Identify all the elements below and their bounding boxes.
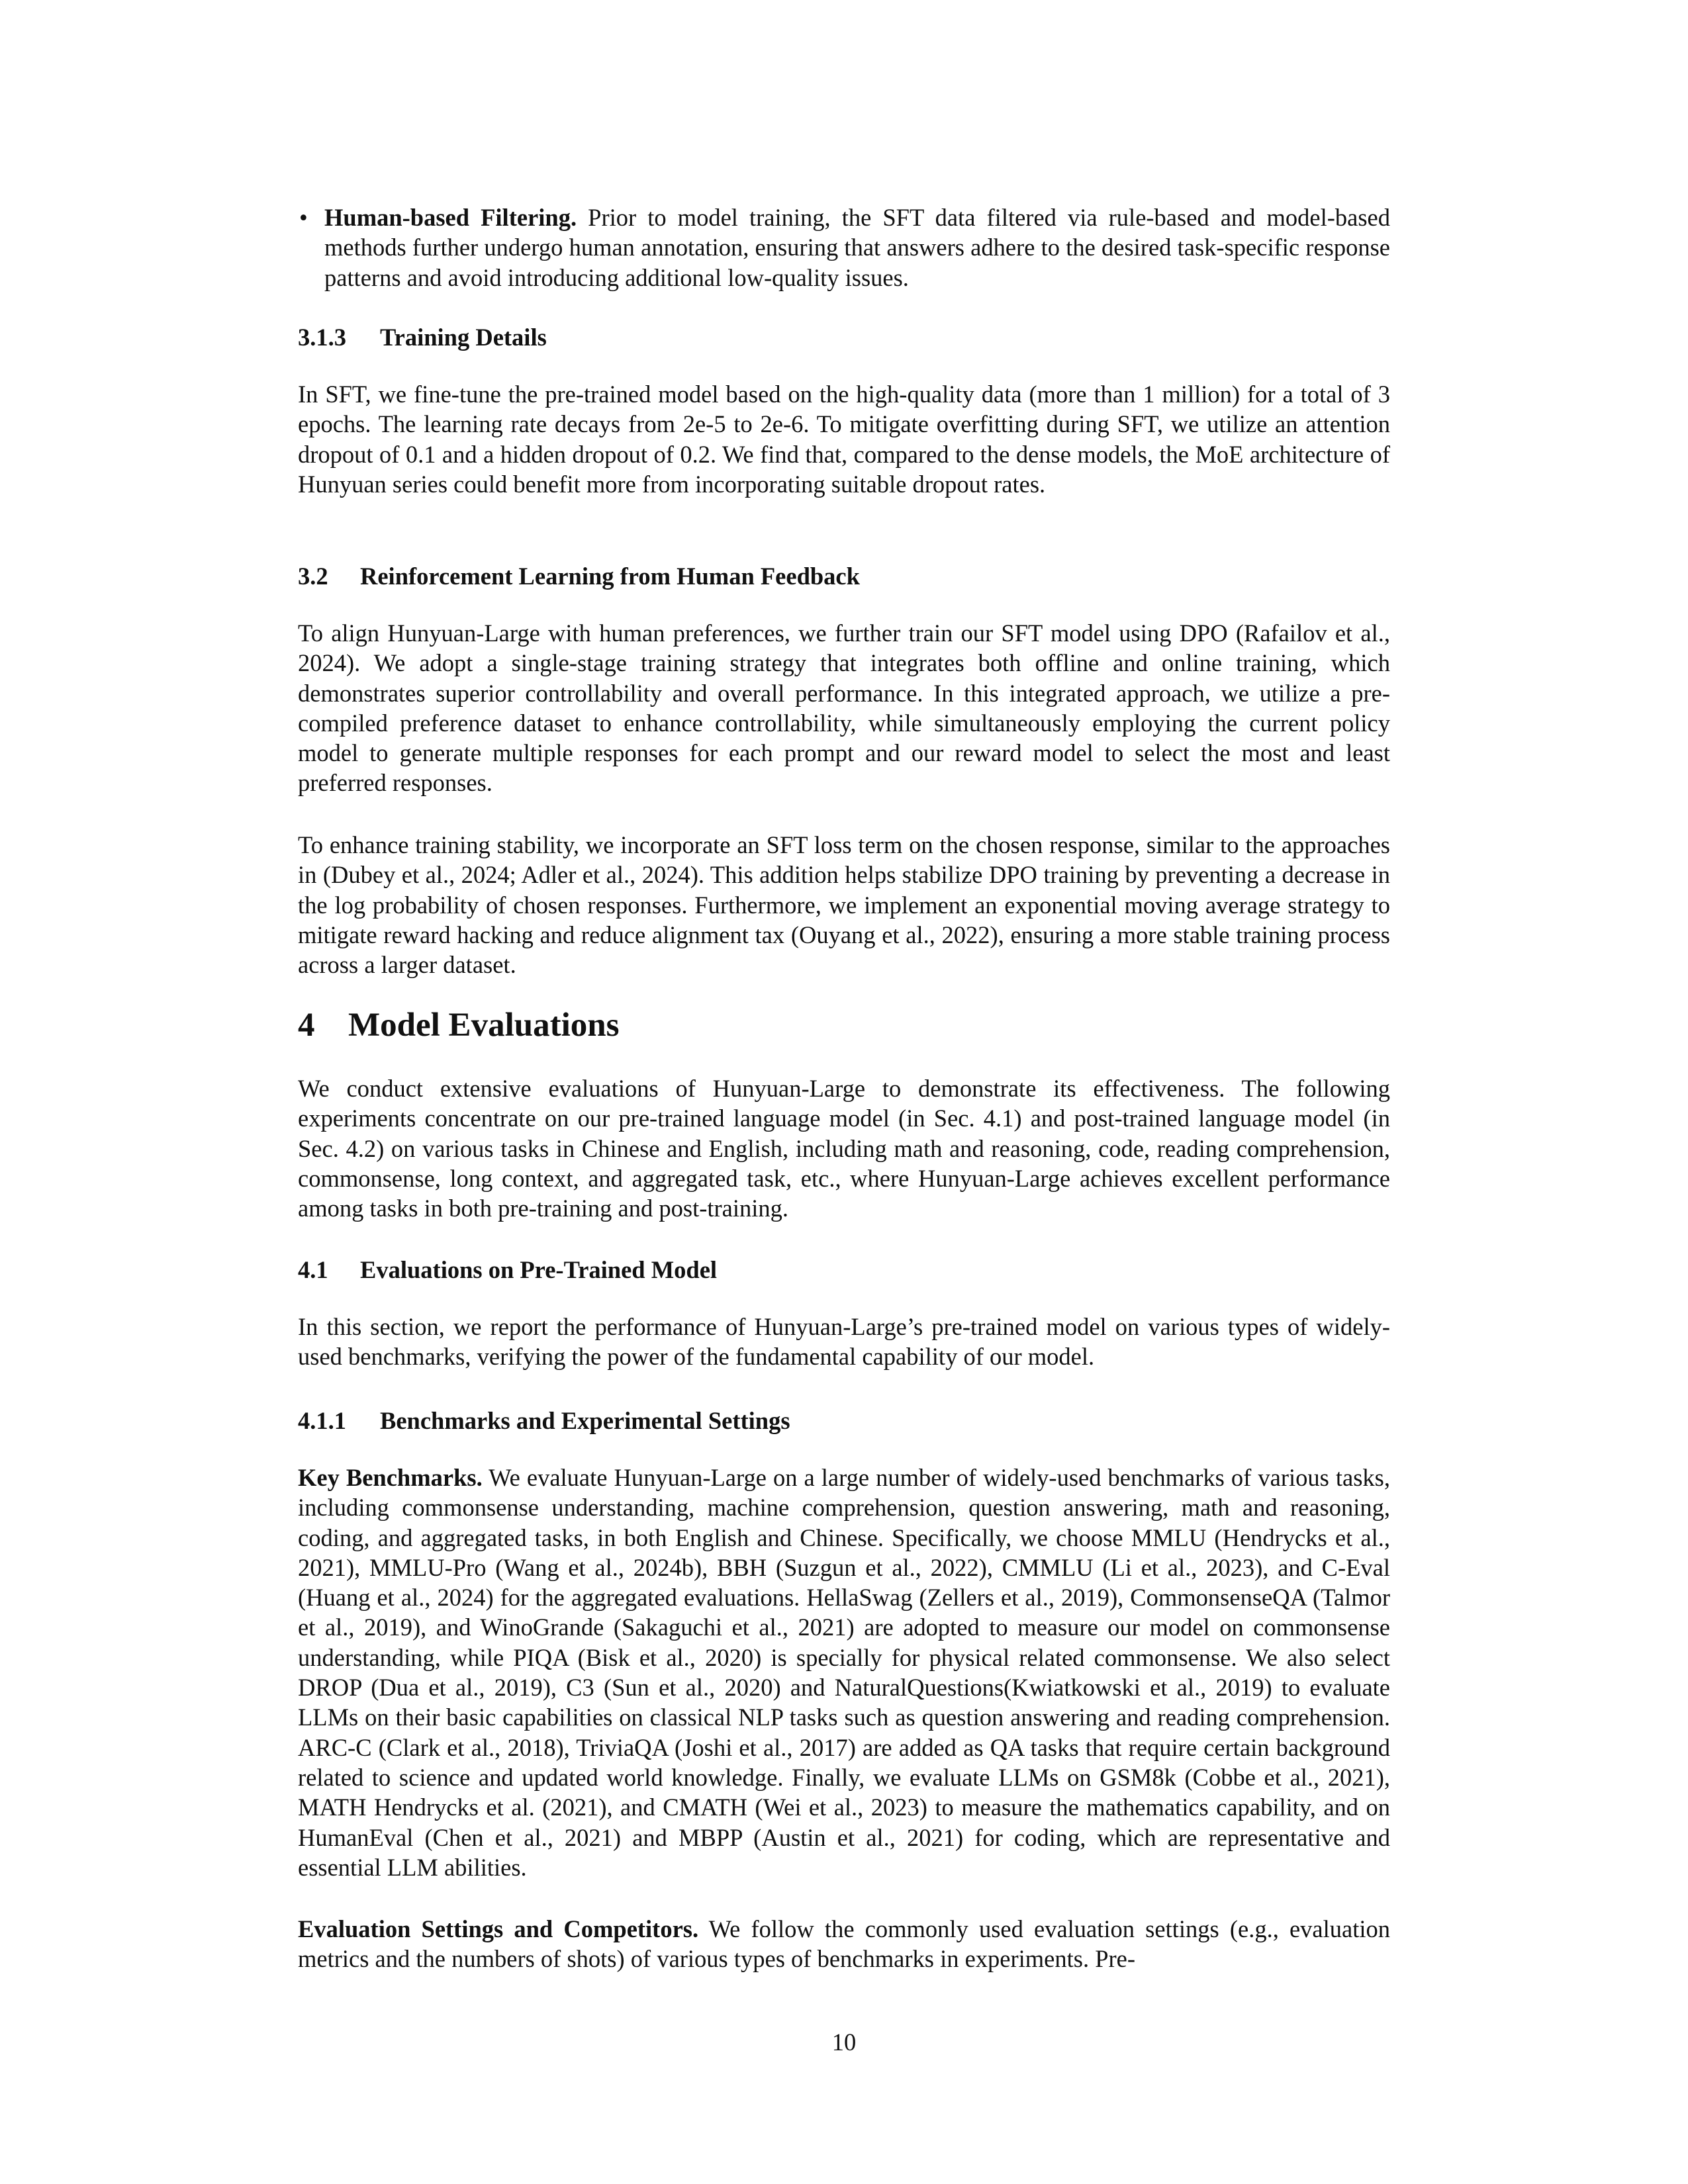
heading-title: Evaluations on Pre-Trained Model [360,1256,718,1283]
bullet-bold-lead: Human-based Filtering. [324,204,577,231]
heading-title: Model Evaluations [348,1007,620,1044]
bullet-human-based-filtering [298,203,1390,293]
paragraph-pretrained-intro: In this section, we report the performance of Hunyuan-Large’s pre-trained model on various types of widely-used benchmarks, verifying the power of the fundamental capability of our model. [298,1313,1390,1371]
heading-title: Training Details [380,324,547,351]
heading-4-1 [298,1255,717,1285]
heading-3-2 [298,561,860,591]
evaluation-settings-text: We follow the commonly used evaluation settings (e.g., evaluation metrics and the numbers of shots) of various types of benchmarks in experiments. Pre- [298,1915,1390,1973]
paragraph-rlhf-2: To enhance training stability, we incorporate an SFT loss term on the chosen response, similar to the approaches in (Dubey et al., 2024; Adler et al., 2024). This addition helps stabilize DPO training by preventing a decrease in the log probability of chosen responses. Furthermore, we implement an exponential moving average strategy to mitigate reward hacking and reduce alignment tax (Ouyang et al., 2022), ensuring a more stable training process across a larger dataset. [298,831,1390,979]
heading-number: 4.1 [298,1256,328,1283]
paragraph-key-benchmarks [298,1463,1390,1882]
heading-section-4 [298,1005,619,1045]
heading-number: 4.1.1 [298,1407,346,1434]
bullet-text: Prior to model training, the SFT data filtered via rule-based and model-based methods further undergo human annotation, ensuring that answers adhere to the desired task-specific response patterns and avoid introducing additional low-quality issues. [324,204,1390,291]
key-benchmarks-lead: Key Benchmarks. [298,1464,483,1491]
heading-number: 3.1.3 [298,324,346,351]
heading-number: 4 [298,1007,315,1044]
page-number: 10 [831,2028,857,2056]
heading-number: 3.2 [298,563,328,590]
paragraph-evaluation-settings [298,1914,1390,1974]
heading-title: Reinforcement Learning from Human Feedback [360,563,860,590]
key-benchmarks-text: We evaluate Hunyuan-Large on a large number of widely-used benchmarks of various tasks, including commonsense understanding, machine comprehension, question answering, math and reasoning, coding, and aggregated tasks, in both English and Chinese. Specifically, we choose MMLU (Hendrycks et al., 2021), MMLU-Pro (Wang et al., 2024b), BBH (Suzgun et al., 2022), CMMLU (Li et al., 2023), and C-Eval (Huang et al., 2024) for the aggregated evaluations. HellaSwag (Zellers et al., 2019), CommonsenseQA (Talmor et al., 2019), and WinoGrande (Sakaguchi et al., 2021) are adopted to measure our model on commonsense understanding, while PIQA (Bisk et al., 2020) is specially for physical related commonsense. We also select DROP (Dua et al., 2019), C3 (Sun et al., 2020) and NaturalQuestions(Kwiatkowski et al., 2019) to evaluate LLMs on their basic capabilities on classical NLP tasks such as question answering and reading comprehension. ARC-C (Clark et al., 2018), TriviaQA (Joshi et al., 2017) are added as QA tasks that require certain background related to science and updated world knowledge. Finally, we evaluate LLMs on GSM8k (Cobbe et al., 2021), MATH Hendrycks et al. (2021), and CMATH (Wei et al., 2023) to measure the mathematics capability, and on HumanEval (Chen et al., 2021) and MBPP (Austin et al., 2021) for coding, which are representative and essential LLM abilities. [298,1464,1390,1881]
paragraph-rlhf-1: To align Hunyuan-Large with human preferences, we further train our SFT model using DPO (Rafailov et al., 2024). We adopt a single-stage training strategy that integrates both offline and online training, which demonstrates superior controllability and overall performance. In this integrated approach, we utilize a pre-compiled preference dataset to enhance controllability, while simultaneously employing the current policy model to generate multiple responses for each prompt and our reward model to select the most and least preferred responses. [298,619,1390,797]
bullet-dot: • [299,204,308,231]
paragraph-model-evaluations: We conduct extensive evaluations of Hunyuan-Large to demonstrate its effectiveness. The following experiments concentrate on our pre-trained language model (in Sec. 4.1) and post-trained language model (in Sec. 4.2) on various tasks in Chinese and English, including math and reasoning, code, reading comprehension, commonsense, long context, and aggregated task, etc., where Hunyuan-Large achieves excellent performance among tasks in both pre-training and post-training. [298,1075,1390,1222]
heading-title: Benchmarks and Experimental Settings [380,1407,790,1434]
evaluation-settings-lead: Evaluation Settings and Competitors. [298,1915,699,1942]
heading-3-1-3 [298,322,547,352]
heading-4-1-1 [298,1406,790,1435]
paragraph-training-details: In SFT, we fine-tune the pre-trained model based on the high-quality data (more than 1 million) for a total of 3 epochs. The learning rate decays from 2e-5 to 2e-6. To mitigate overfitting during SFT, we utilize an attention dropout of 0.1 and a hidden dropout of 0.2. We find that, compared to the dense models, the MoE architecture of Hunyuan series could benefit more from incorporating suitable dropout rates. [298,381,1390,498]
